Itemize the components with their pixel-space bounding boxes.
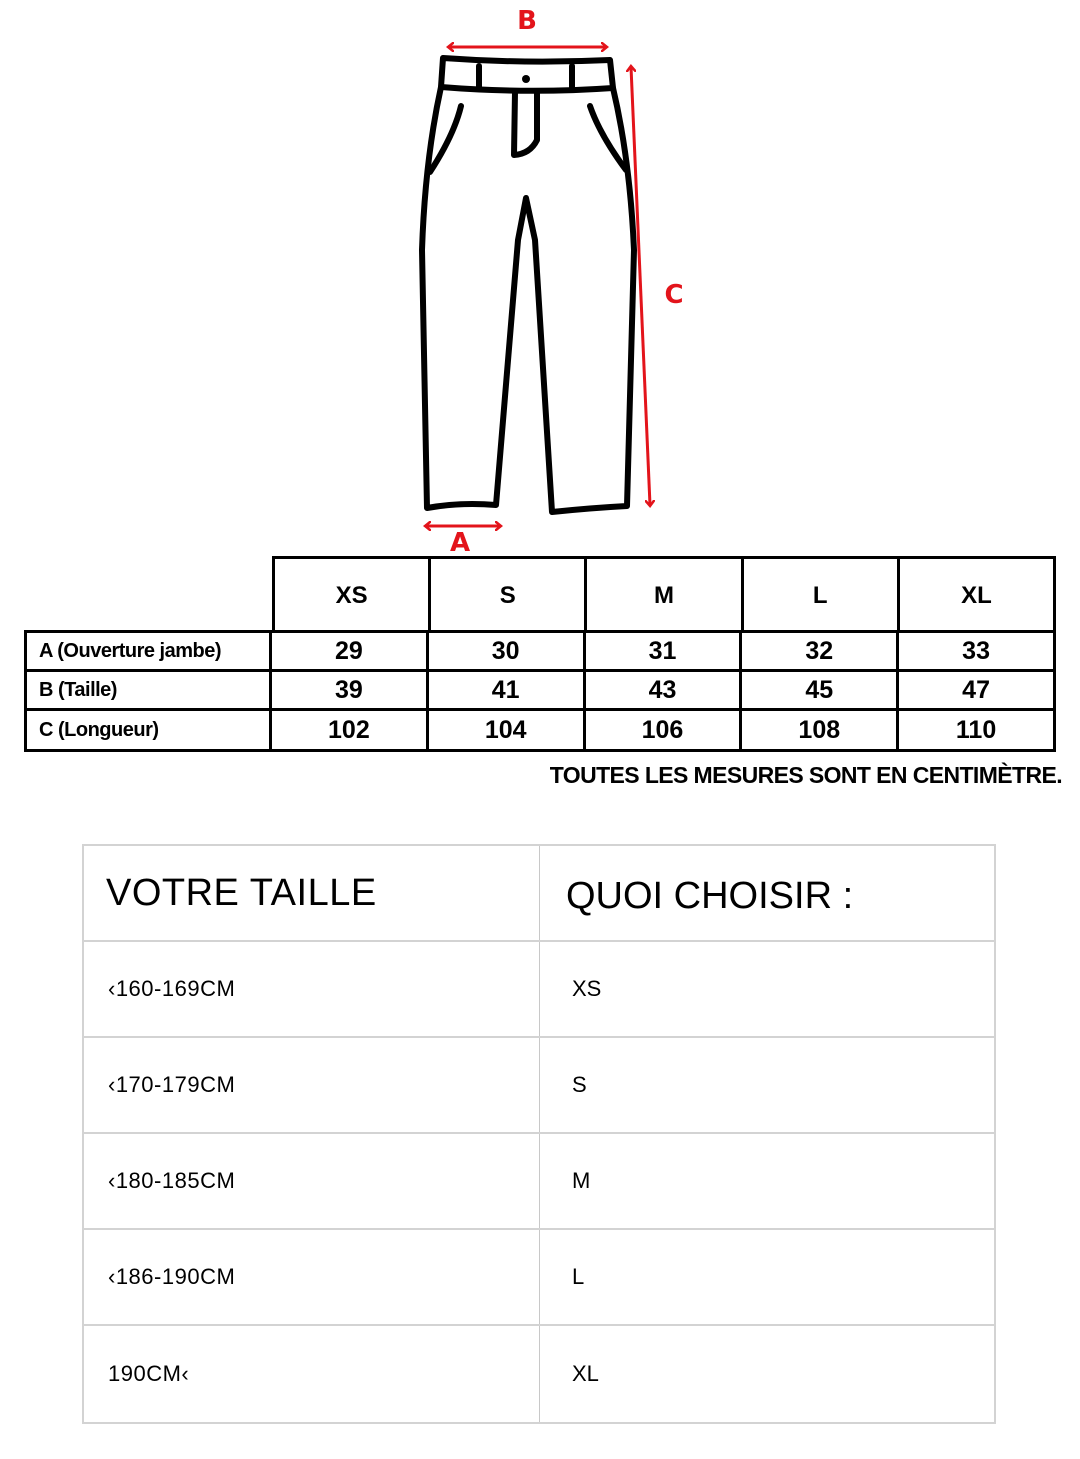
row-label: C (Longueur) <box>27 711 272 749</box>
label-a: A <box>449 528 471 556</box>
cell-value: 31 <box>586 633 743 669</box>
label-c: C <box>664 280 684 310</box>
cell-value: 47 <box>962 675 990 704</box>
cell-value: 104 <box>429 711 586 749</box>
size-header-s: S <box>431 559 587 632</box>
size-header-row <box>272 556 1056 632</box>
pants-outline-icon <box>422 58 634 512</box>
cell-value: 43 <box>586 672 743 708</box>
row-label: B (Taille) <box>27 672 272 708</box>
recommended-size: XS <box>572 976 602 1001</box>
cell-value: 41 <box>429 672 586 708</box>
recommendation-header-row <box>84 846 994 942</box>
row-label: A (Ouverture jambe) <box>27 633 272 669</box>
size-recommendation-table <box>82 844 996 1424</box>
height-range: ‹180-185CM <box>84 1134 540 1228</box>
measurement-row-c <box>27 711 1053 749</box>
cell-value: 108 <box>742 711 899 749</box>
cell-value: 30 <box>429 633 586 669</box>
recommended-size: M <box>572 1168 591 1193</box>
units-note: TOUTES LES MESURES SONT EN CENTIMÈTRE. <box>549 762 1062 788</box>
cell-value: 33 <box>962 636 990 665</box>
size-header-xs: XS <box>275 559 431 632</box>
height-range: ‹186-190CM <box>84 1230 540 1324</box>
label-b: B <box>517 6 537 36</box>
cell-value: 45 <box>742 672 899 708</box>
recommendation-row <box>84 942 994 1038</box>
size-header-xl: XL <box>961 581 992 609</box>
cell-value: 29 <box>272 633 429 669</box>
measurement-row-b <box>27 672 1053 711</box>
header-your-height: VOTRE TAILLE <box>84 846 540 940</box>
recommendation-row <box>84 1038 994 1134</box>
cell-value: 106 <box>586 711 743 749</box>
recommended-size: L <box>572 1264 585 1289</box>
measurement-row-a <box>27 633 1053 672</box>
height-range: 190CM‹ <box>84 1326 540 1422</box>
cell-value: 32 <box>742 633 899 669</box>
recommended-size: XL <box>572 1361 599 1386</box>
recommendation-row <box>84 1230 994 1326</box>
cell-value: 102 <box>272 711 429 749</box>
pants-diagram <box>0 0 1080 556</box>
height-range: ‹170-179CM <box>84 1038 540 1132</box>
cell-value: 39 <box>272 672 429 708</box>
measurement-table <box>24 556 1056 752</box>
recommendation-row <box>84 1326 994 1422</box>
recommended-size: S <box>572 1072 587 1097</box>
size-header-l: L <box>744 559 900 632</box>
height-range: ‹160-169CM <box>84 942 540 1036</box>
size-header-m: M <box>587 559 743 632</box>
header-what-to-choose: QUOI CHOISIR : <box>566 874 854 917</box>
cell-value: 110 <box>955 715 997 744</box>
recommendation-row <box>84 1134 994 1230</box>
